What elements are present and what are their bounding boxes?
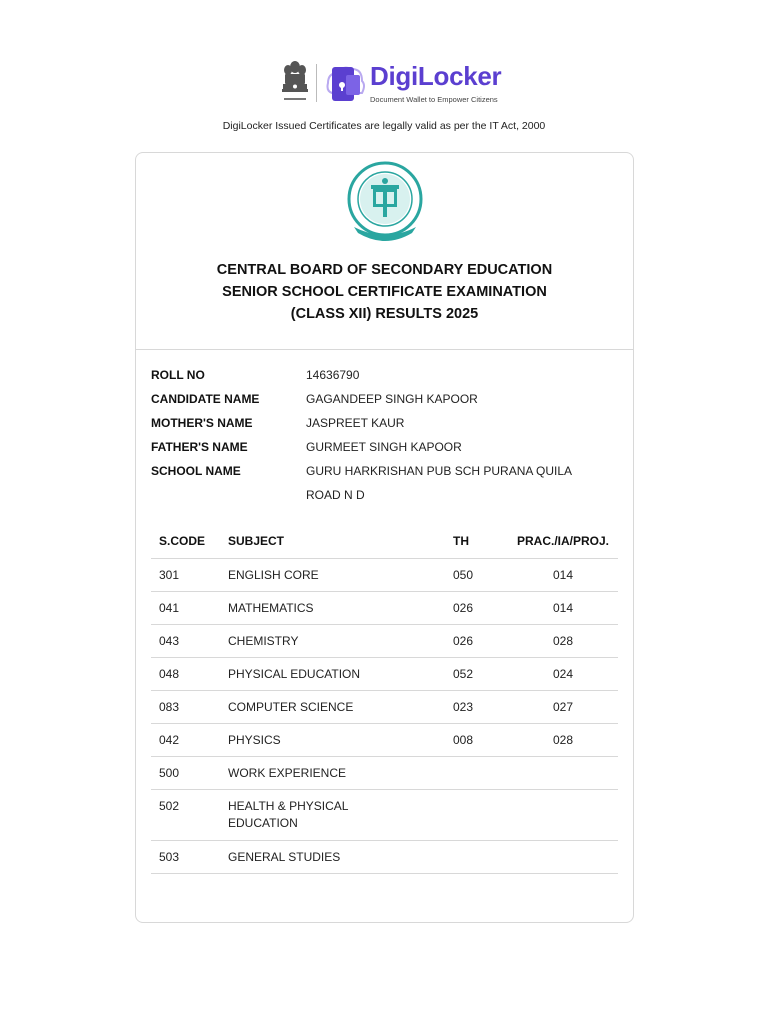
subject-name: CHEMISTRY [228,624,453,657]
detail-value: 14636790 [306,368,360,382]
candidate-details [151,363,621,507]
subject-name: WORK EXPERIENCE [228,756,453,789]
subject-code: 041 [151,591,228,624]
result-year: (CLASS XII) RESULTS 2025 [290,306,479,322]
theory-marks: 023 [453,690,508,723]
detail-label: SCHOOL NAME [151,464,241,478]
practical-marks: 028 [508,723,618,756]
subject-code: 043 [151,624,228,657]
cbse-seal-icon [346,161,424,245]
table-header-row [151,525,618,558]
legal-validity-note: DigiLocker Issued Certificates are legally valid as per the IT Act, 2000 [222,120,546,132]
theory-marks: 026 [453,591,508,624]
table-row [151,723,618,756]
subject-code: 503 [151,840,228,873]
detail-label: MOTHER'S NAME [151,416,253,430]
table-row [151,840,618,873]
certificate-header [136,153,633,350]
theory-marks: 050 [453,558,508,591]
subject-name: ENGLISH CORE [228,558,453,591]
practical-marks: 028 [508,624,618,657]
col-header-subject: SUBJECT [228,525,453,558]
detail-value: GAGANDEEP SINGH KAPOOR [306,392,478,406]
detail-value: GURMEET SINGH KAPOOR [306,440,462,454]
table-row [151,756,618,789]
subject-code: 083 [151,690,228,723]
detail-label: CANDIDATE NAME [151,392,260,406]
practical-marks: 027 [508,690,618,723]
digilocker-brand: DigiLocker [370,61,502,91]
detail-mother-name [151,411,621,435]
subject-name: COMPUTER SCIENCE [228,690,453,723]
theory-marks: 052 [453,657,508,690]
digilocker-tagline: Document Wallet to Empower Citizens [370,95,498,104]
practical-marks [508,840,618,873]
marks-table [151,525,618,874]
digilocker-logo-icon [324,63,366,105]
table-row [151,657,618,690]
digilocker-header [0,58,768,108]
detail-value: GURU HARKRISHAN PUB SCH PURANA QUILA ROAD N D [306,464,572,502]
table-row [151,789,618,840]
table-row [151,690,618,723]
practical-marks [508,789,618,840]
subject-code: 048 [151,657,228,690]
subject-name: PHYSICS [228,723,453,756]
subject-code: 502 [151,789,228,840]
exam-title [136,259,633,325]
subject-code: 042 [151,723,228,756]
theory-marks: 026 [453,624,508,657]
subject-name-text: HEALTH & PHYSICAL EDUCATION [228,798,349,830]
detail-candidate-name [151,387,621,411]
subject-name [228,789,453,840]
detail-value: JASPREET KAUR [306,416,405,430]
table-row [151,591,618,624]
theory-marks [453,789,508,840]
detail-roll-no [151,363,621,387]
subject-code: 500 [151,756,228,789]
practical-marks: 014 [508,558,618,591]
header-divider [316,64,317,102]
practical-marks: 014 [508,591,618,624]
board-name: CENTRAL BOARD OF SECONDARY EDUCATION [216,262,553,278]
theory-marks [453,756,508,789]
subject-name: PHYSICAL EDUCATION [228,657,453,690]
col-header-th: TH [453,525,508,558]
subject-code: 301 [151,558,228,591]
table-row [151,624,618,657]
theory-marks: 008 [453,723,508,756]
table-row [151,558,618,591]
col-header-prac: PRAC./IA/PROJ. [508,525,618,558]
detail-label: FATHER'S NAME [151,440,248,454]
subject-name: GENERAL STUDIES [228,840,453,873]
result-certificate-card [135,152,634,923]
detail-school-name [151,459,621,507]
national-emblem-icon [278,58,312,106]
subject-name: MATHEMATICS [228,591,453,624]
practical-marks: 024 [508,657,618,690]
detail-label: ROLL NO [151,368,205,382]
detail-father-name [151,435,621,459]
col-header-scode: S.CODE [151,525,228,558]
practical-marks [508,756,618,789]
exam-name: SENIOR SCHOOL CERTIFICATE EXAMINATION [222,284,547,300]
theory-marks [453,840,508,873]
